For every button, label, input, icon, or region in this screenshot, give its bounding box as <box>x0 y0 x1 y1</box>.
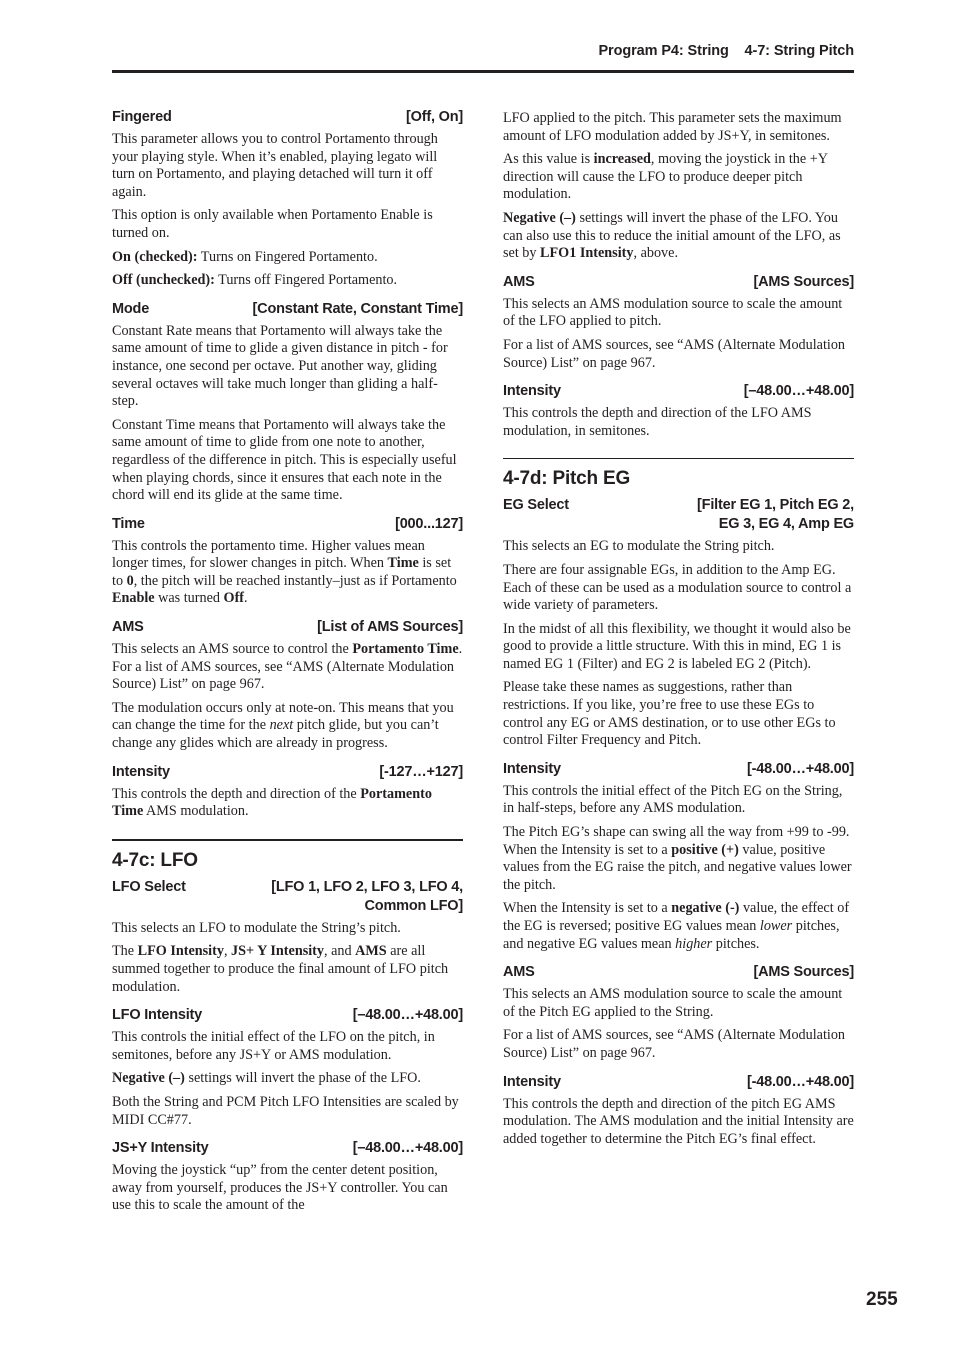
param-name: EG Select <box>503 497 569 514</box>
param-range: [-48.00…+48.00] <box>746 760 854 777</box>
param-name: Fingered <box>112 109 172 125</box>
param-intensity <box>503 382 854 401</box>
param-ams <box>503 273 854 292</box>
param-name: AMS <box>112 619 144 636</box>
paragraph: Constant Rate means that Portamento will always take the same amount of time to glide a given distance in pitch - for instance, one second per octave. Put another way, gliding several octaves will take much longer than gliding a half-step. <box>112 322 448 410</box>
param-jsy-intensity <box>112 1139 463 1158</box>
page-number: 255 <box>866 1289 898 1310</box>
param-ams <box>112 618 463 637</box>
param-range: [–48.00…+48.00] <box>352 1007 463 1024</box>
param-range: [000...127] <box>395 515 463 532</box>
paragraph: This selects an AMS source to control the Portamento Time. For a list of AMS sources, see “AMS (Alternate Modulation Source) List” on page 967. <box>112 641 463 693</box>
param-range: [List of AMS Sources] <box>317 619 463 636</box>
paragraph: In the midst of all this flexibility, we thought it would also be good to provide a little structure. With this in mind, EG 1 is named EG 1 (Filter) and EG 2 is labeled EG 2 (Pitch). <box>503 620 851 672</box>
param-name: JS+Y Intensity <box>112 1140 209 1157</box>
param-name: Time <box>112 515 145 532</box>
paragraph: The modulation occurs only at note-on. This means that you can change the time for the next pitch glide, but you can’t change any glides which are already in progress. <box>112 699 454 752</box>
paragraph: Both the String and PCM Pitch LFO Intensities are scaled by MIDI CC#77. <box>112 1093 459 1128</box>
param-range: [AMS Sources] <box>753 273 854 290</box>
param-range: [–48.00…+48.00] <box>352 1140 463 1157</box>
param-eg-select <box>503 496 854 534</box>
paragraph: LFO applied to the pitch. This parameter sets the maximum amount of LFO modulation added by JS+Y, in semitones. <box>503 110 842 144</box>
left-column <box>112 104 463 1221</box>
paragraph: This controls the portamento time. Higher values mean longer times, for slower changes in pitch. When Time is set to 0, the pitch will be reached instantly–just as if Portamento Enable was turned Off. <box>112 537 457 607</box>
running-header <box>112 40 854 73</box>
right-column <box>503 110 854 1154</box>
param-range: [-48.00…+48.00] <box>746 1073 854 1090</box>
paragraph: This selects an EG to modulate the String pitch. <box>503 538 775 555</box>
param-range: [Constant Rate, Constant Time] <box>252 300 463 317</box>
paragraph: This parameter allows you to control Portamento through your playing style. When it’s enabled, playing legato will turn on Portamento, and playing detached will turn it off again. <box>112 131 438 200</box>
paragraph: This controls the initial effect of the Pitch EG on the String, in half-steps, before any AMS modulation. <box>503 782 843 817</box>
bold-term: On (checked): <box>112 248 198 265</box>
paragraph: This controls the depth and direction of the Portamento Time AMS modulation. <box>112 785 432 820</box>
paragraph: This controls the depth and direction of the LFO AMS modulation, in semitones. <box>503 405 812 439</box>
param-fingered <box>112 108 463 127</box>
bold-term: Off (unchecked): <box>112 272 215 289</box>
paragraph: For a list of AMS sources, see “AMS (Alternate Modulation Source) List” on page 967. <box>503 336 846 371</box>
paragraph: Negative (–) settings will invert the phase of the LFO. You can also use this to reduce the initial amount of the LFO, as set by LFO1 Intensity, above. <box>503 209 841 262</box>
param-eg-intensity <box>503 760 854 779</box>
section-heading-pitch-eg: 4-7d: Pitch EG <box>503 458 854 490</box>
param-name: LFO Intensity <box>112 1007 203 1024</box>
param-range: [Off, On] <box>406 109 463 125</box>
paragraph: For a list of AMS sources, see “AMS (Alternate Modulation Source) List” on page 967. <box>503 1027 846 1061</box>
param-range: [Filter EG 1, Pitch EG 2, EG 3, EG 4, Amp EG <box>697 497 854 533</box>
param-eg-ams <box>503 963 854 982</box>
paragraph: There are four assignable EGs, in addition to the Amp EG. Each of these can be used as a modulation source to control a wide variety of parameters. <box>503 561 852 614</box>
paragraph: This selects an AMS modulation source to scale the amount of the LFO applied to pitch. <box>503 295 843 330</box>
section-heading-lfo: 4-7c: LFO <box>112 839 463 872</box>
paragraph: The Pitch EG’s shape can swing all the way from +99 to -99. When the Intensity is set to a positive (+) value, positive values from the EG raise the pitch, and negative values lower the pitch. <box>503 824 852 893</box>
paragraph: This selects an AMS modulation source to scale the amount of the Pitch EG applied to the String. <box>503 986 843 1020</box>
paragraph: The LFO Intensity, JS+ Y Intensity, and AMS are all summed together to produce the final amount of LFO pitch modulation. <box>112 943 449 995</box>
paragraph: When the Intensity is set to a negative (-) value, the effect of the EG is reversed; positive EG values mean lower pitches, and negative EG values mean higher pitches. <box>503 900 850 952</box>
param-name: LFO Select <box>112 878 186 895</box>
param-range: [AMS Sources] <box>753 964 854 981</box>
param-name: AMS <box>503 964 535 981</box>
paragraph: As this value is increased, moving the joystick in the +Y direction will cause the LFO to produce deeper pitch modulation. <box>503 151 828 203</box>
param-mode <box>112 300 463 319</box>
param-name: Intensity <box>503 383 561 400</box>
param-name: Intensity <box>503 1073 561 1090</box>
param-name: Intensity <box>112 763 170 780</box>
paragraph: On (checked): Turns on Fingered Portamento. <box>112 248 378 265</box>
param-name: AMS <box>503 273 535 290</box>
paragraph: Moving the joystick “up” from the center detent position, away from yourself, produces the JS+Y controller. You can use this to scale the amount of the <box>112 1162 448 1214</box>
param-range: [-127…+127] <box>379 763 463 780</box>
param-name: Intensity <box>503 760 561 777</box>
param-range: [LFO 1, LFO 2, LFO 3, LFO 4, Common LFO] <box>271 878 463 914</box>
paragraph: Negative (–) settings will invert the phase of the LFO. <box>112 1070 421 1087</box>
param-lfo-select <box>112 878 463 916</box>
paragraph: Constant Time means that Portamento will always take the same amount of time to glide from one note to another, regardless of the difference in pitch. This is especially useful when playing chords, since it ensures that each note in the chord will end its glide at the same time. <box>112 416 457 504</box>
paragraph: This controls the initial effect of the LFO on the pitch, in semitones, before any JS+Y or AMS modulation. <box>112 1029 435 1063</box>
param-intensity <box>112 763 463 782</box>
param-time <box>112 515 463 534</box>
header-title: Program P4: String 4-7: String Pitch <box>598 43 854 59</box>
paragraph: This controls the depth and direction of the pitch EG AMS modulation. The AMS modulation and the initial Intensity are added together to determine the Pitch EG’s final effect. <box>503 1095 854 1147</box>
paragraph: Please take these names as suggestions, rather than restrictions. If you like, you’re free to use these EGs to control any EG or AMS destination, or to use other EGs to control Filter Frequency and Pitch. <box>503 679 836 749</box>
param-lfo-intensity <box>112 1006 463 1025</box>
param-eg-ams-intensity <box>503 1073 854 1092</box>
paragraph: This option is only available when Portamento Enable is turned on. <box>112 207 433 241</box>
param-range: [–48.00…+48.00] <box>743 383 854 400</box>
paragraph: This selects an LFO to modulate the String’s pitch. <box>112 919 401 936</box>
paragraph: Off (unchecked): Turns off Fingered Portamento. <box>112 272 398 289</box>
param-name: Mode <box>112 300 150 317</box>
